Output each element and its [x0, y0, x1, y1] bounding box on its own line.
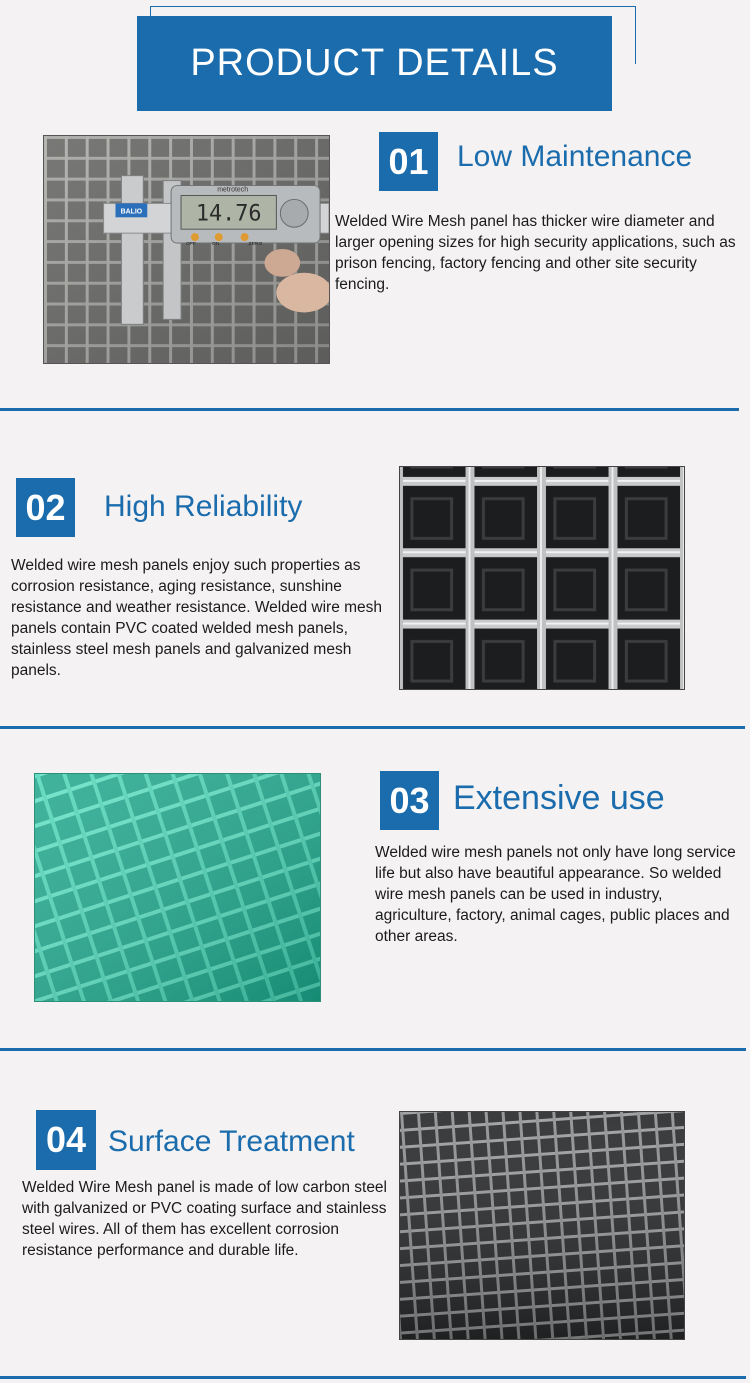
- section-title-02: High Reliability: [104, 490, 303, 523]
- caliper-brand: metrotech: [217, 186, 249, 194]
- caliper-brand-mark: BALIO: [120, 208, 143, 216]
- section-divider-4: [0, 1376, 746, 1379]
- section-number-04: 04: [36, 1110, 96, 1170]
- caliper-reading: 14.76: [195, 201, 262, 227]
- stainless-mesh-image: [399, 466, 685, 690]
- section-title-04: Surface Treatment: [108, 1125, 355, 1158]
- galvanized-mesh-image: [399, 1111, 685, 1340]
- section-number-01: 01: [379, 132, 438, 191]
- section-number-02: 02: [16, 478, 75, 537]
- section-title-01: Low Maintenance: [457, 140, 693, 173]
- section-description-01: Welded Wire Mesh panel has thicker wire diameter and larger opening sizes for high security applications, such as prison fencing, factory fencing and other site security fencing.: [335, 213, 736, 293]
- section-divider-3: [0, 1048, 746, 1051]
- page-title: PRODUCT DETAILS: [137, 16, 612, 111]
- caliper-on-label: ON: [211, 242, 220, 248]
- section-description-03: Welded wire mesh panels not only have long service life but also have beautiful appearance. So welded wire mesh panels can be used in industry, agriculture, factory, animal cages, public places and other areas.: [375, 844, 736, 945]
- section-description-02: Welded wire mesh panels enjoy such properties as corrosion resistance, aging resistance, sunshine resistance and weather resistance. Welded wire mesh panels contain PVC coated welded mesh panels, stainless steel mesh panels and galvanized mesh panels.: [11, 557, 383, 679]
- section-title-03: Extensive use: [453, 779, 665, 817]
- section-divider-1: [0, 408, 739, 411]
- section-description-04: Welded Wire Mesh panel is made of low carbon steel with galvanized or PVC coating surface and stainless steel wires. All of them has excellent corrosion resistance performance and durable life.: [22, 1179, 387, 1259]
- caliper-zero-label: ZERO: [248, 242, 263, 248]
- pvc-green-mesh-image: [34, 773, 321, 1002]
- section-divider-2: [0, 726, 745, 729]
- caliper-mesh-image: [43, 135, 330, 364]
- section-number-03: 03: [380, 771, 439, 830]
- caliper-off-label: OFF: [186, 242, 196, 248]
